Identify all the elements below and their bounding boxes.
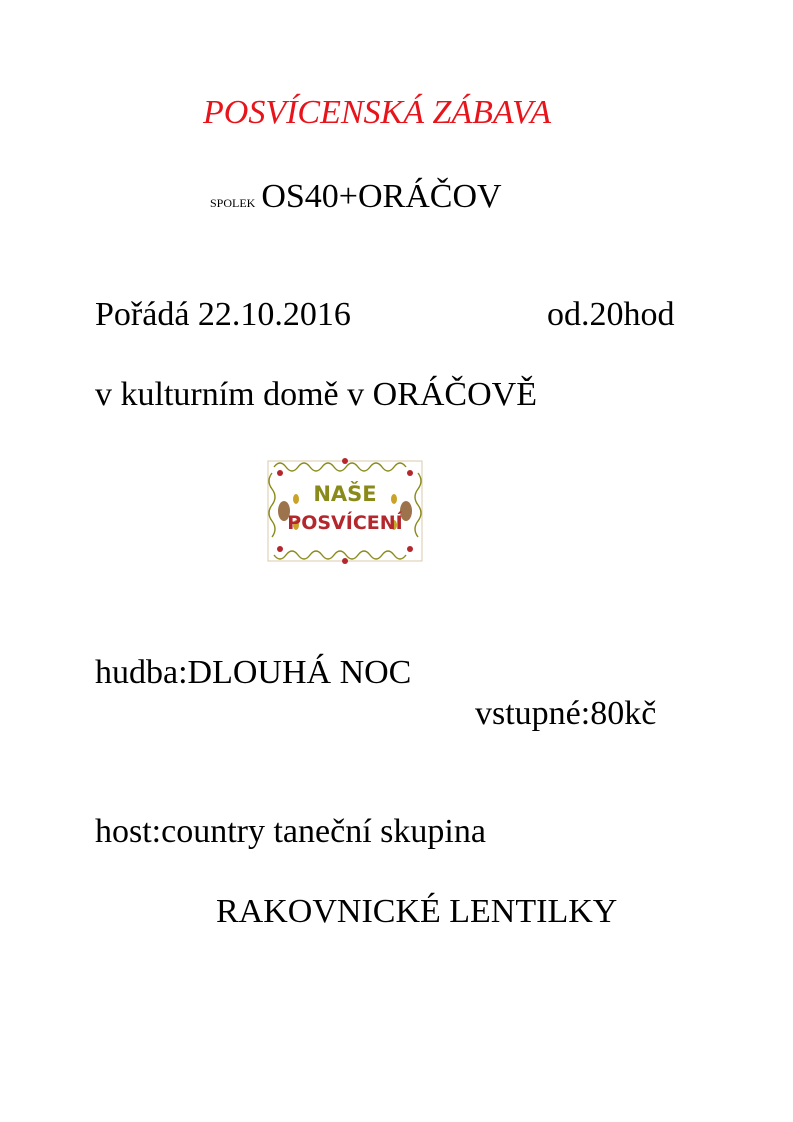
nase-posviceni-logo (260, 453, 430, 569)
venue: v kulturním domě v ORÁČOVĚ (95, 376, 537, 413)
organizer (210, 180, 502, 214)
logo-line1: NAŠE (313, 482, 377, 506)
guest-name: RAKOVNICKÉ LENTILKY (216, 893, 618, 930)
music: hudba:DLOUHÁ NOC (95, 654, 412, 691)
organizer-name: OS40+ORÁČOV (261, 178, 502, 215)
admission: vstupné:80kč (475, 695, 657, 732)
date-line: Pořádá 22.10.2016 (95, 296, 351, 333)
page-title: POSVÍCENSKÁ ZÁBAVA (203, 94, 552, 131)
organizer-prefix: SPOLEK (210, 196, 256, 210)
start-time: od.20hod (547, 296, 675, 333)
logo-line2: POSVÍCENÍ (287, 512, 403, 534)
guest: host:country taneční skupina (95, 813, 486, 850)
